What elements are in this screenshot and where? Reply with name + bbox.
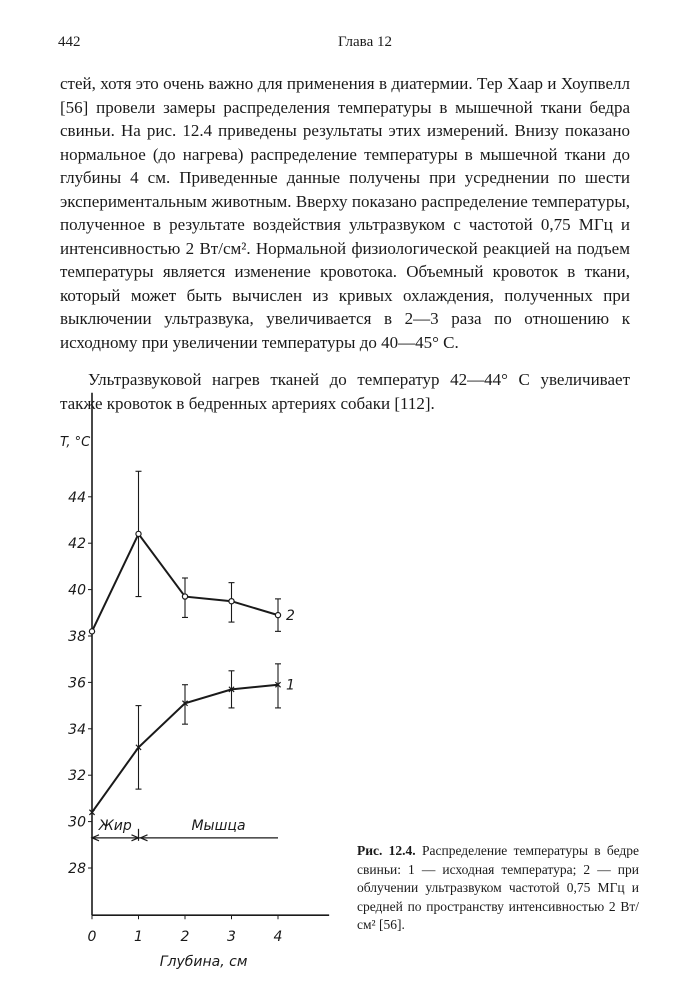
data-point [136,531,141,536]
y-tick-label: 40 [68,582,86,599]
y-axis-label: T, °C [60,434,91,450]
series-label: 2 [286,608,295,625]
y-tick-label: 42 [68,536,86,553]
figure-caption [357,842,639,935]
y-tick-label: 38 [68,629,86,645]
y-tick-label: 28 [68,861,86,877]
x-tick-label: 4 [273,929,283,946]
y-tick-label: 30 [68,814,86,831]
caption-label: Рис. 12.4. [357,843,416,858]
page-number: 442 [58,34,81,50]
x-tick-label: 2 [180,929,190,946]
body-paragraph: Ультразвуковой нагрев тканей до температур 42—44° С увеличивает также кровоток в бедренных артериях собаки [112]. [60,370,630,413]
data-point [182,594,187,599]
running-head: Глава 12 [338,34,392,50]
data-point [275,613,280,618]
x-tick-label: 0 [87,929,97,946]
y-tick-label: 36 [68,675,86,692]
x-tick-label: 3 [227,929,236,946]
region-label: Жир [98,817,132,834]
body-paragraph: стей, хотя это очень важно для применения в диатермии. Тер Хаар и Хоупвелл [56] провели замеры распределения температуры в мышечной ткани бедра свиньи. На рис. 12.4 приведены результаты этих измерений. Внизу показано нормальное (до нагрева) распределение температуры в мышечной ткани до глубины 4 см. Приведенные данные получены при усреднении по шести экспериментальным животным. Вверху показано распределение температуры, полученное в результате воздействия ультразвуком с частотой 0,75 МГц и интенсивностью 2 Вт/см². Нормальной физиологической реакцией на подъем температуры является изменение кровотока. Объемный кровоток в ткани, который может быть вычислен из кривых охлаждения, полученных при выключении ультразвука, увеличивается в 2—3 раза по отношению к исходному при увеличении температуры до 40—45° С. [60,74,630,352]
x-tick-label: 1 [134,929,143,946]
data-point [229,599,234,604]
y-tick-label: 34 [68,721,86,738]
x-axis-label: Глубина, см [159,954,248,971]
y-tick-label: 32 [68,768,86,785]
y-tick-label: 44 [68,489,86,506]
series-label: 1 [286,677,295,694]
caption-text: Распределение температуры в бедре свиньи: 1 — исходная температура; 2 — при облучении ультразвуком частотой 0,75 МГц и средней по пространству интенсивностью 2 Вт/см² [56]. [357,843,639,932]
data-point [89,629,94,634]
region-label: Мышца [191,817,246,834]
